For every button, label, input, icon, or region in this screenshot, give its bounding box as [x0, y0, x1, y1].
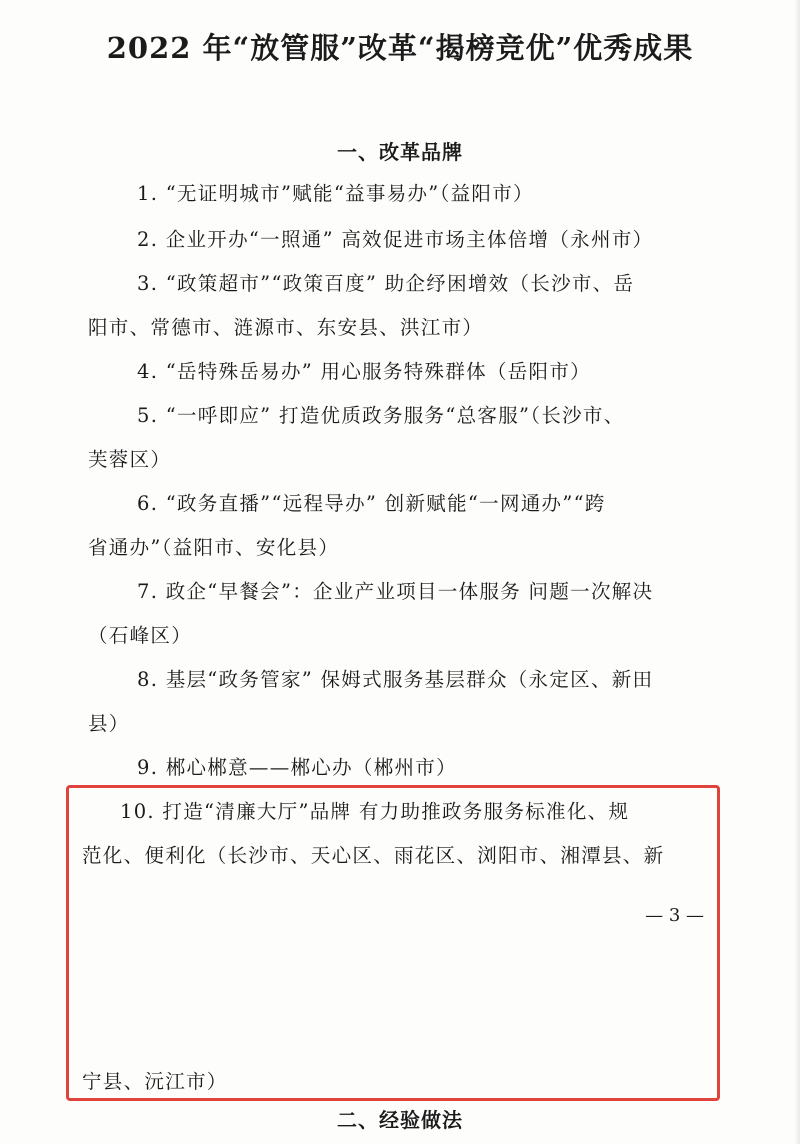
list-item: 4. “岳特殊岳易办” 用心服务特殊群体（岳阳市）	[137, 360, 591, 383]
list-item-continuation: 省通办”（益阳市、安化县）	[88, 536, 340, 559]
list-item-continuation: 宁县、沅江市）	[82, 1070, 228, 1093]
list-item-continuation: 芙蓉区）	[88, 448, 172, 471]
page-title: 2022 年“放管服”改革“揭榜竞优”优秀成果	[106, 31, 694, 65]
list-item-continuation: 范化、便利化（长沙市、天心区、雨花区、浏阳市、湘潭县、新	[82, 844, 665, 867]
list-item-continuation: （石峰区）	[88, 624, 193, 647]
section-heading-experience: 二、经验做法	[337, 1108, 463, 1132]
list-item: 8. 基层“政务管家” 保姆式服务基层群众（永定区、新田	[137, 668, 654, 691]
list-item-continuation: 阳市、常德市、涟源市、东安县、洪江市）	[88, 316, 484, 339]
page-number: — 3 —	[645, 905, 704, 926]
list-item: 2. 企业开办“一照通” 高效促进市场主体倍增（永州市）	[137, 228, 654, 251]
list-item: 9. 郴心郴意——郴心办（郴州市）	[137, 756, 457, 779]
list-item: 1. “无证明城市”赋能“益事易办”（益阳市）	[137, 182, 534, 205]
highlight-box	[66, 785, 720, 1101]
section-heading-reform-brands: 一、改革品牌	[337, 140, 463, 164]
list-item: 10. 打造“清廉大厅”品牌 有力助推政务服务标准化、规	[120, 800, 630, 823]
list-item: 5. “一呼即应” 打造优质政务服务“总客服”（长沙市、	[137, 404, 625, 427]
list-item: 7. 政企“早餐会”：企业产业项目一体服务 问题一次解决	[137, 580, 654, 603]
list-item: 6. “政务直播”“远程导办” 创新赋能“一网通办”“跨	[137, 492, 606, 515]
list-item-continuation: 县）	[88, 712, 130, 735]
page-edge-shadow	[794, 0, 800, 1144]
list-item: 3. “政策超市”“政策百度” 助企纾困增效（长沙市、岳	[137, 272, 635, 295]
